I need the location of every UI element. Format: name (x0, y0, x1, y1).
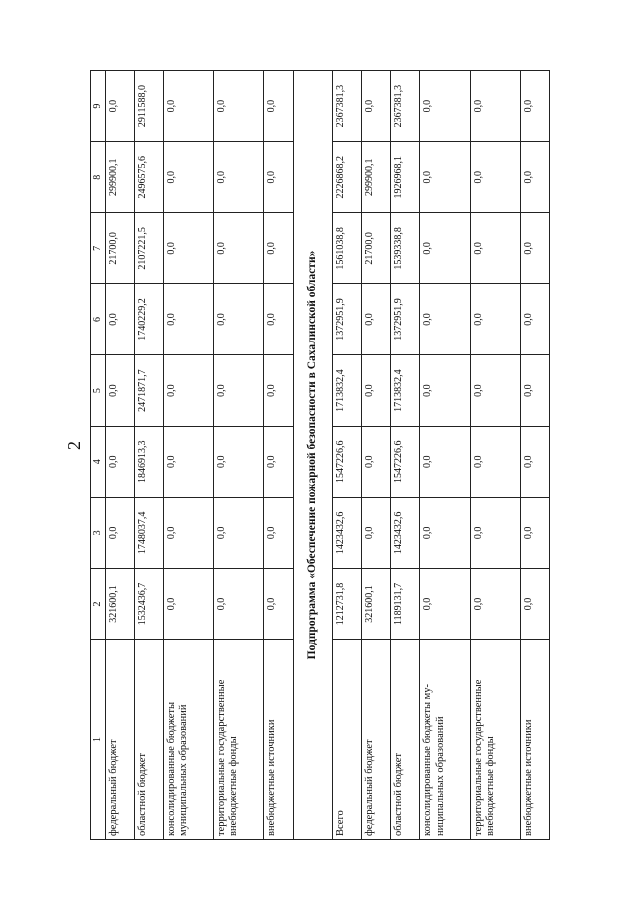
value-cell: 0,0 (164, 568, 214, 639)
value-cell: 0,0 (470, 568, 520, 639)
value-cell: 0,0 (214, 355, 264, 426)
page-number: 2 (64, 441, 84, 450)
value-cell: 0,0 (420, 497, 470, 568)
value-cell: 0,0 (105, 71, 134, 142)
value-cell: 0,0 (520, 142, 549, 213)
row-label: территориальные государственные внебюджетные фонды (214, 640, 264, 840)
value-cell: 0,0 (361, 497, 390, 568)
value-cell: 0,0 (264, 284, 293, 355)
value-cell: 0,0 (470, 284, 520, 355)
value-cell: 1539338,8 (391, 213, 420, 284)
column-number: 2 (91, 568, 106, 639)
value-cell: 0,0 (164, 71, 214, 142)
value-cell: 0,0 (105, 497, 134, 568)
column-number: 4 (91, 426, 106, 497)
value-cell: 0,0 (214, 213, 264, 284)
table-row (164, 71, 214, 840)
value-cell: 0,0 (520, 426, 549, 497)
value-cell: 1740229,2 (134, 284, 163, 355)
column-number: 7 (91, 213, 106, 284)
value-cell: 0,0 (214, 426, 264, 497)
value-cell: 0,0 (520, 568, 549, 639)
value-cell: 0,0 (420, 568, 470, 639)
value-cell: 0,0 (470, 497, 520, 568)
column-number: 6 (91, 284, 106, 355)
column-number: 9 (91, 71, 106, 142)
value-cell: 0,0 (361, 426, 390, 497)
column-number: 1 (91, 640, 106, 840)
table-wrapper (90, 70, 550, 840)
value-cell: 0,0 (105, 355, 134, 426)
value-cell: 0,0 (164, 426, 214, 497)
value-cell: 0,0 (214, 497, 264, 568)
table-row (332, 71, 361, 840)
value-cell: 0,0 (420, 355, 470, 426)
value-cell: 1372951,9 (332, 284, 361, 355)
value-cell: 0,0 (214, 71, 264, 142)
value-cell: 299900,1 (361, 142, 390, 213)
value-cell: 0,0 (164, 142, 214, 213)
row-label: внебюджетные источники (520, 640, 549, 840)
value-cell: 0,0 (520, 213, 549, 284)
table-row (470, 71, 520, 840)
value-cell: 0,0 (520, 497, 549, 568)
table-row (420, 71, 470, 840)
subprogram-row (293, 71, 332, 840)
column-number: 3 (91, 497, 106, 568)
value-cell: 0,0 (420, 142, 470, 213)
value-cell: 2911588,0 (134, 71, 163, 142)
value-cell: 0,0 (470, 355, 520, 426)
value-cell: 0,0 (264, 497, 293, 568)
row-label: федеральный бюджет (361, 640, 390, 840)
value-cell: 0,0 (214, 284, 264, 355)
table-row (134, 71, 163, 840)
value-cell: 0,0 (264, 355, 293, 426)
table-row (391, 71, 420, 840)
value-cell: 1713832,4 (391, 355, 420, 426)
value-cell: 1547226,6 (332, 426, 361, 497)
value-cell: 0,0 (164, 284, 214, 355)
value-cell: 0,0 (164, 213, 214, 284)
value-cell: 1532436,7 (134, 568, 163, 639)
value-cell: 1423432,6 (332, 497, 361, 568)
row-label: Всего (332, 640, 361, 840)
value-cell: 1748037,4 (134, 497, 163, 568)
value-cell: 1561038,8 (332, 213, 361, 284)
value-cell: 1212731,8 (332, 568, 361, 639)
table-rotator (90, 70, 550, 840)
row-label: территориальные государственные внебюджетные фонды (470, 640, 520, 840)
value-cell: 0,0 (105, 284, 134, 355)
column-number: 8 (91, 142, 106, 213)
value-cell: 0,0 (214, 568, 264, 639)
value-cell: 0,0 (420, 426, 470, 497)
table-row (214, 71, 264, 840)
column-number-row (91, 71, 106, 840)
value-cell: 0,0 (420, 71, 470, 142)
value-cell: 299900,1 (105, 142, 134, 213)
value-cell: 2107221,5 (134, 213, 163, 284)
value-cell: 0,0 (420, 213, 470, 284)
value-cell: 2226868,2 (332, 142, 361, 213)
table-row (105, 71, 134, 840)
column-number: 5 (91, 355, 106, 426)
value-cell: 0,0 (264, 568, 293, 639)
value-cell: 0,0 (361, 284, 390, 355)
value-cell: 2367381,3 (391, 71, 420, 142)
value-cell: 0,0 (470, 213, 520, 284)
row-label: внебюджетные источники (264, 640, 293, 840)
value-cell: 1423432,6 (391, 497, 420, 568)
budget-table (90, 70, 550, 840)
value-cell: 0,0 (264, 71, 293, 142)
budget-table-body (91, 71, 550, 840)
value-cell: 0,0 (164, 355, 214, 426)
value-cell: 1372951,9 (391, 284, 420, 355)
subprogram-title: Подпрограмма «Обеспечение пожарной безопасности в Сахалинской области» (293, 71, 332, 840)
value-cell: 0,0 (361, 355, 390, 426)
table-row (264, 71, 293, 840)
value-cell: 321600,1 (105, 568, 134, 639)
row-label: консолидированные бюджеты му-ниципальных образований (420, 640, 470, 840)
value-cell: 0,0 (470, 142, 520, 213)
value-cell: 0,0 (105, 426, 134, 497)
row-label: областной бюджет (134, 640, 163, 840)
value-cell: 0,0 (470, 426, 520, 497)
value-cell: 0,0 (264, 213, 293, 284)
value-cell: 0,0 (164, 497, 214, 568)
row-label: федеральный бюджет (105, 640, 134, 840)
table-row (520, 71, 549, 840)
value-cell: 0,0 (470, 71, 520, 142)
value-cell: 1189131,7 (391, 568, 420, 639)
value-cell: 1547226,6 (391, 426, 420, 497)
row-label: консолидированные бюджеты муниципальных образований (164, 640, 214, 840)
value-cell: 0,0 (214, 142, 264, 213)
value-cell: 21700,0 (361, 213, 390, 284)
value-cell: 0,0 (520, 355, 549, 426)
row-label: областной бюджет (391, 640, 420, 840)
value-cell: 2367381,3 (332, 71, 361, 142)
value-cell: 0,0 (420, 284, 470, 355)
value-cell: 0,0 (520, 284, 549, 355)
value-cell: 2471871,7 (134, 355, 163, 426)
value-cell: 1846913,3 (134, 426, 163, 497)
value-cell: 0,0 (361, 71, 390, 142)
value-cell: 1926968,1 (391, 142, 420, 213)
value-cell: 0,0 (520, 71, 549, 142)
value-cell: 1713832,4 (332, 355, 361, 426)
value-cell: 0,0 (264, 426, 293, 497)
value-cell: 21700,0 (105, 213, 134, 284)
value-cell: 2496575,6 (134, 142, 163, 213)
value-cell: 321600,1 (361, 568, 390, 639)
value-cell: 0,0 (264, 142, 293, 213)
table-row (361, 71, 390, 840)
